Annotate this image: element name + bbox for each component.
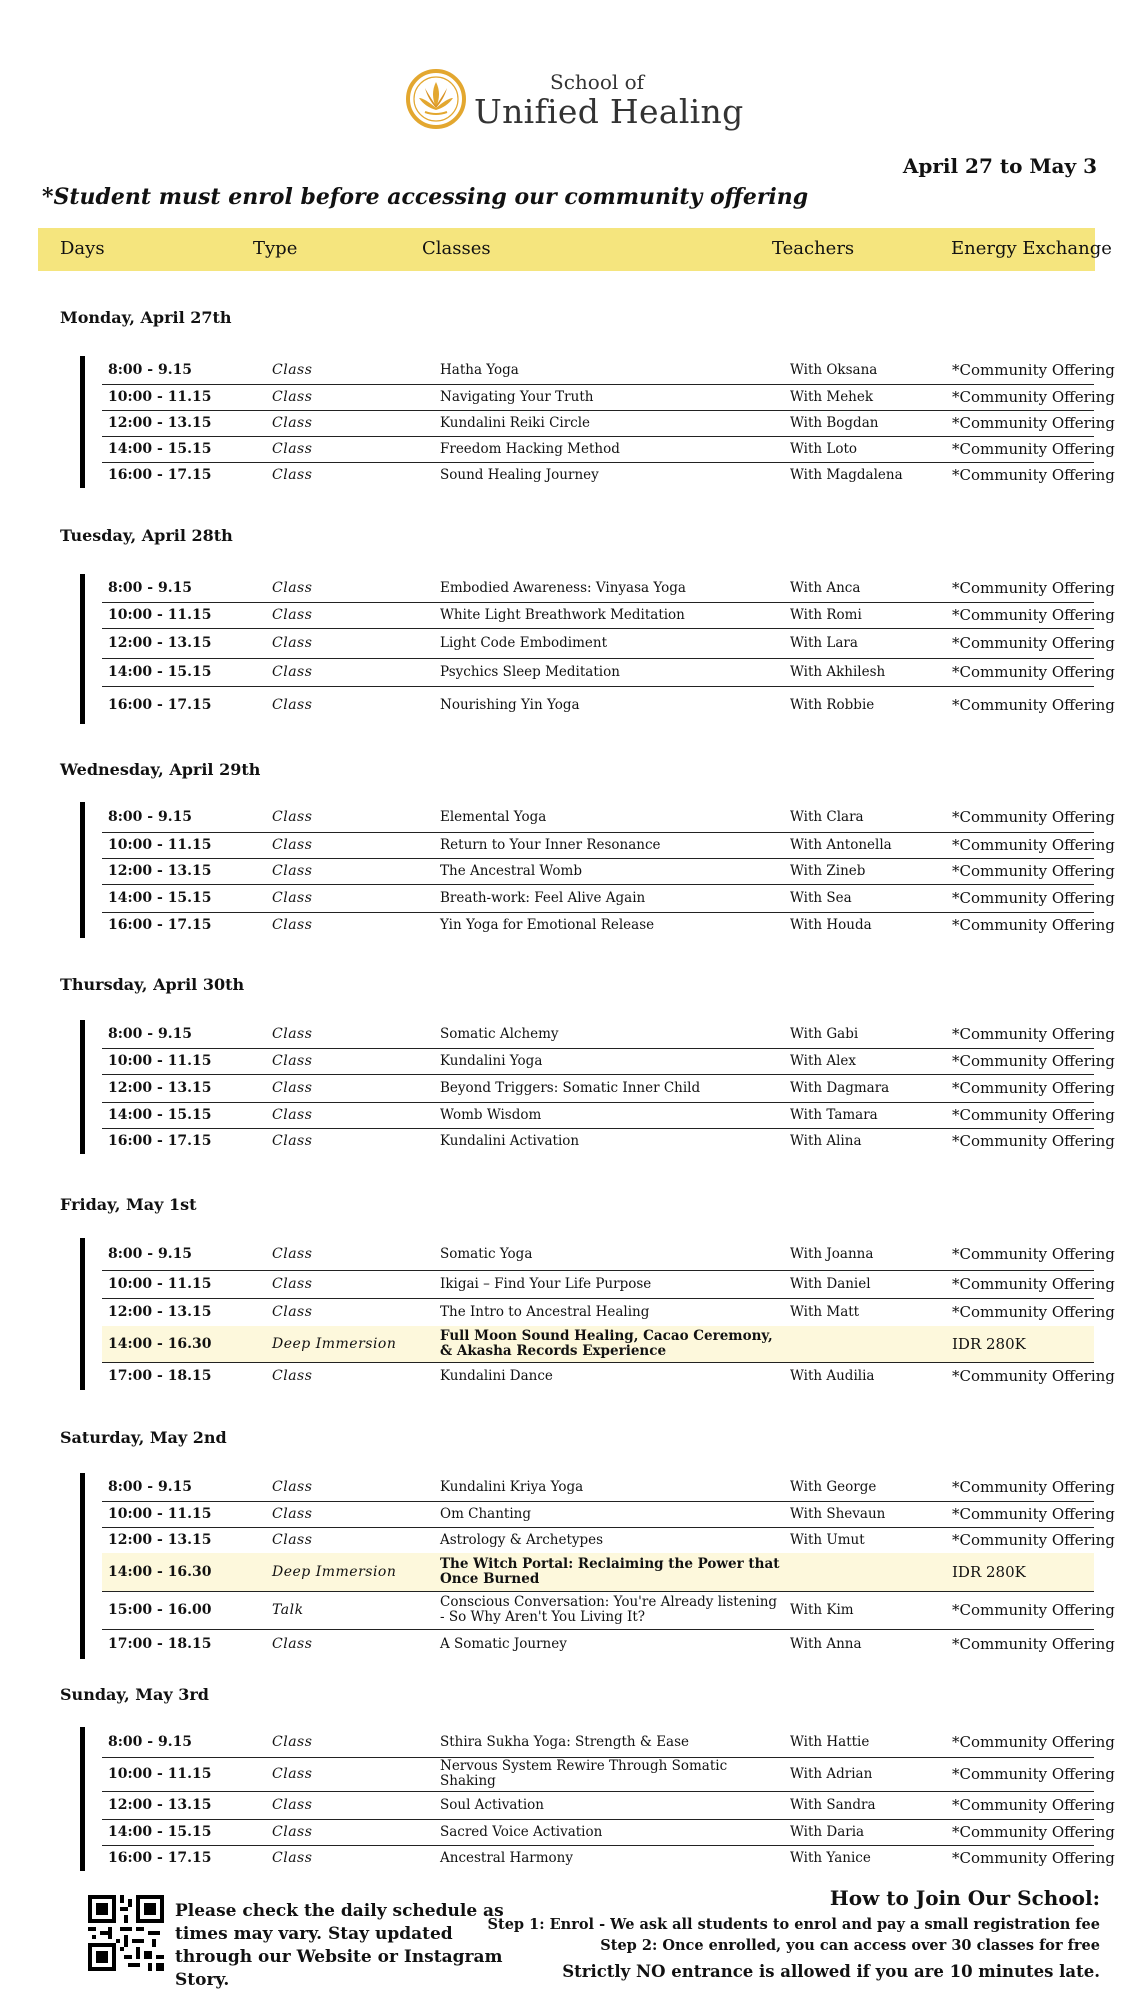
class-teacher <box>790 1326 950 1362</box>
table-row <box>102 356 1115 385</box>
header-classes: Classes <box>422 238 491 259</box>
class-name: Psychics Sleep Meditation <box>440 663 620 680</box>
class-time: 14:00 - 16.30 <box>108 1564 212 1580</box>
class-type: Class <box>272 697 313 713</box>
enrol-notice: *Student must enrol before accessing our community offering <box>42 184 809 210</box>
class-teacher: With Sea <box>790 890 852 906</box>
class-teacher: With Bogdan <box>790 415 879 431</box>
energy-exchange: *Community Offering <box>952 1132 1115 1150</box>
day-divider <box>80 1473 85 1659</box>
class-type: Class <box>272 1246 313 1262</box>
table-row <box>102 1326 1094 1363</box>
class-name: Beyond Triggers: Somatic Inner Child <box>440 1079 701 1096</box>
class-type: Class <box>272 635 313 651</box>
class-time: 8:00 - 9.15 <box>108 362 193 378</box>
date-range: April 27 to May 3 <box>902 154 1097 178</box>
energy-exchange: *Community Offering <box>952 1367 1115 1385</box>
table-row <box>102 1629 1115 1659</box>
class-teacher: With Robbie <box>790 697 875 713</box>
day-title: Monday, April 27th <box>60 308 232 327</box>
class-type: Class <box>272 441 313 457</box>
table-row <box>102 628 1115 659</box>
day-schedule <box>80 574 1115 724</box>
day-schedule <box>80 1238 1115 1390</box>
class-name: Navigating Your Truth <box>440 388 594 405</box>
table-row <box>102 1591 1115 1630</box>
class-time: 10:00 - 11.15 <box>108 837 212 853</box>
table-row <box>102 602 1115 629</box>
energy-exchange: *Community Offering <box>952 579 1115 597</box>
join-step-1: Step 1: Enrol - We ask all students to enrol and pay a small registration fee <box>487 1916 1100 1933</box>
class-name: Sthira Sukha Yoga: Strength & Ease <box>440 1733 690 1750</box>
class-name: Kundalini Kriya Yoga <box>440 1478 584 1495</box>
class-time: 17:00 - 18.15 <box>108 1636 212 1652</box>
class-teacher: With Mehek <box>790 389 874 405</box>
class-teacher: With Lara <box>790 635 858 651</box>
class-name: Kundalini Reiki Circle <box>440 414 591 431</box>
class-time: 14:00 - 15.15 <box>108 890 212 906</box>
class-name: Breath-work: Feel Alive Again <box>440 889 646 906</box>
class-type: Deep Immersion <box>272 1564 397 1580</box>
class-teacher: With Dagmara <box>790 1080 890 1096</box>
day-title: Friday, May 1st <box>60 1195 197 1214</box>
day-schedule <box>80 1727 1115 1871</box>
schedule-notice: Please check the daily schedule as times may vary. Stay updated through our Website or Instagram Story. <box>175 1901 504 1990</box>
class-time: 10:00 - 11.15 <box>108 1766 212 1782</box>
class-name: Astrology & Archetypes <box>440 1531 604 1548</box>
class-name: Somatic Yoga <box>440 1245 533 1262</box>
class-time: 16:00 - 17.15 <box>108 697 212 713</box>
class-type: Class <box>272 1532 313 1548</box>
class-name: Freedom Hacking Method <box>440 440 620 457</box>
class-type: Deep Immersion <box>272 1336 397 1352</box>
table-row <box>102 462 1115 488</box>
energy-exchange: *Community Offering <box>952 808 1115 826</box>
class-teacher: With Oksana <box>790 362 878 378</box>
energy-exchange: *Community Offering <box>952 388 1115 406</box>
class-teacher: With Alex <box>790 1053 857 1069</box>
class-name: Hatha Yoga <box>440 361 519 378</box>
day-divider <box>80 574 85 724</box>
class-time: 8:00 - 9.15 <box>108 580 193 596</box>
energy-exchange: *Community Offering <box>952 1245 1115 1263</box>
class-teacher: With Shevaun <box>790 1506 886 1522</box>
energy-exchange: *Community Offering <box>952 634 1115 652</box>
class-time: 14:00 - 15.15 <box>108 1107 212 1123</box>
class-type: Class <box>272 1479 313 1495</box>
class-teacher: With Joanna <box>790 1246 874 1262</box>
table-row <box>102 1473 1115 1502</box>
energy-exchange: *Community Offering <box>952 606 1115 624</box>
header-days: Days <box>60 238 105 259</box>
class-name: Kundalini Dance <box>440 1367 553 1384</box>
energy-exchange: *Community Offering <box>952 1303 1115 1321</box>
class-time: 10:00 - 11.15 <box>108 389 212 405</box>
class-type: Class <box>272 467 313 483</box>
energy-exchange: *Community Offering <box>952 1052 1115 1070</box>
logo-title: Unified Healing <box>474 92 744 131</box>
energy-exchange: *Community Offering <box>952 1531 1115 1549</box>
header-teachers: Teachers <box>772 238 855 259</box>
class-type: Class <box>272 1506 313 1522</box>
day-schedule <box>80 1020 1115 1154</box>
logo-icon <box>405 68 467 130</box>
class-time: 16:00 - 17.15 <box>108 1133 212 1149</box>
class-time: 16:00 - 17.15 <box>108 467 212 483</box>
day-title: Sunday, May 3rd <box>60 1685 209 1704</box>
table-row <box>102 574 1115 603</box>
energy-exchange: *Community Offering <box>952 889 1115 907</box>
class-teacher <box>790 1553 950 1591</box>
class-name: Light Code Embodiment <box>440 634 608 651</box>
class-teacher: With Anca <box>790 580 861 596</box>
class-type: Class <box>272 1053 313 1069</box>
class-time: 14:00 - 15.15 <box>108 1824 212 1840</box>
class-type: Class <box>272 1766 313 1782</box>
table-row <box>102 410 1115 437</box>
join-title: How to Join Our School: <box>829 1886 1100 1910</box>
class-type: Class <box>272 607 313 623</box>
energy-exchange: *Community Offering <box>952 663 1115 681</box>
class-name: Full Moon Sound Healing, Cacao Ceremony, & Akasha Records Experience <box>440 1328 773 1359</box>
class-time: 12:00 - 13.15 <box>108 415 212 431</box>
energy-exchange: *Community Offering <box>952 836 1115 854</box>
class-time: 12:00 - 13.15 <box>108 1797 212 1813</box>
table-row <box>102 1048 1115 1075</box>
class-teacher: With Audilia <box>790 1368 875 1384</box>
table-row <box>102 1238 1115 1271</box>
table-row <box>102 384 1115 411</box>
class-name: Elemental Yoga <box>440 808 547 825</box>
class-type: Class <box>272 917 313 933</box>
class-time: 12:00 - 13.15 <box>108 1532 212 1548</box>
day-divider <box>80 1020 85 1154</box>
table-row <box>102 1270 1115 1299</box>
class-teacher: With Umut <box>790 1532 865 1548</box>
class-teacher: With Akhilesh <box>790 664 886 680</box>
class-teacher: With Sandra <box>790 1797 876 1813</box>
class-type: Class <box>272 1276 313 1292</box>
class-name: Nourishing Yin Yoga <box>440 696 580 713</box>
energy-exchange: *Community Offering <box>952 1478 1115 1496</box>
energy-exchange: *Community Offering <box>952 1025 1115 1043</box>
class-type: Class <box>272 1304 313 1320</box>
class-type: Class <box>272 1107 313 1123</box>
day-schedule <box>80 356 1115 488</box>
class-time: 14:00 - 15.15 <box>108 664 212 680</box>
class-type: Class <box>272 890 313 906</box>
class-teacher: With Romi <box>790 607 862 623</box>
class-name: Nervous System Rewire Through Somatic Shaking <box>440 1758 728 1789</box>
class-teacher: With Adrian <box>790 1766 873 1782</box>
class-teacher: With Yanice <box>790 1850 871 1866</box>
energy-exchange: *Community Offering <box>952 440 1115 458</box>
table-row <box>102 1757 1115 1792</box>
day-title: Saturday, May 2nd <box>60 1428 227 1447</box>
class-teacher: With Magdalena <box>790 467 903 483</box>
class-teacher: With Antonella <box>790 837 892 853</box>
class-teacher: With Loto <box>790 441 858 457</box>
class-type: Class <box>272 362 313 378</box>
logo-subtitle: School of <box>550 70 645 94</box>
class-time: 17:00 - 18.15 <box>108 1368 212 1384</box>
class-name: Embodied Awareness: Vinyasa Yoga <box>440 579 686 596</box>
class-name: Ancestral Harmony <box>440 1849 573 1866</box>
table-row <box>102 858 1115 885</box>
day-schedule <box>80 802 1115 938</box>
table-row <box>102 1527 1115 1554</box>
day-title: Wednesday, April 29th <box>60 760 261 779</box>
class-time: 14:00 - 15.15 <box>108 441 212 457</box>
class-time: 10:00 - 11.15 <box>108 1053 212 1069</box>
qr-code-icon[interactable] <box>88 1895 164 1971</box>
class-name: Conscious Conversation: You're Already listening - So Why Aren't You Living It? <box>440 1594 778 1625</box>
class-type: Class <box>272 1080 313 1096</box>
class-time: 8:00 - 9.15 <box>108 809 193 825</box>
class-time: 8:00 - 9.15 <box>108 1246 193 1262</box>
class-time: 12:00 - 13.15 <box>108 863 212 879</box>
class-teacher: With Anna <box>790 1636 862 1652</box>
class-type: Class <box>272 415 313 431</box>
table-row <box>102 658 1115 687</box>
class-name: The Intro to Ancestral Healing <box>440 1303 650 1320</box>
class-teacher: With Gabi <box>790 1026 859 1042</box>
class-name: Sacred Voice Activation <box>440 1823 603 1840</box>
class-time: 12:00 - 13.15 <box>108 1080 212 1096</box>
header-energy: Energy Exchange <box>951 238 1112 259</box>
class-name: Sound Healing Journey <box>440 466 599 483</box>
class-time: 14:00 - 16.30 <box>108 1336 212 1352</box>
table-row <box>102 1553 1094 1592</box>
table-row <box>102 832 1115 859</box>
class-time: 8:00 - 9.15 <box>108 1479 193 1495</box>
class-time: 10:00 - 11.15 <box>108 1506 212 1522</box>
energy-exchange: *Community Offering <box>952 1079 1115 1097</box>
class-name: Yin Yoga for Emotional Release <box>440 916 655 933</box>
energy-exchange: *Community Offering <box>952 1106 1115 1124</box>
class-time: 8:00 - 9.15 <box>108 1026 193 1042</box>
energy-exchange: IDR 280K <box>952 1335 1026 1353</box>
class-type: Class <box>272 664 313 680</box>
energy-exchange: *Community Offering <box>952 1765 1115 1783</box>
class-teacher: With Houda <box>790 917 872 933</box>
energy-exchange: *Community Offering <box>952 1733 1115 1751</box>
class-name: White Light Breathwork Meditation <box>440 606 685 623</box>
class-type: Class <box>272 1133 313 1149</box>
energy-exchange: IDR 280K <box>952 1563 1026 1581</box>
energy-exchange: *Community Offering <box>952 1796 1115 1814</box>
day-title: Thursday, April 30th <box>60 975 245 994</box>
day-title: Tuesday, April 28th <box>60 526 233 545</box>
class-teacher: With Kim <box>790 1602 854 1618</box>
table-header-bar <box>38 228 1095 271</box>
class-teacher: With Hattie <box>790 1734 870 1750</box>
energy-exchange: *Community Offering <box>952 1275 1115 1293</box>
energy-exchange: *Community Offering <box>952 361 1115 379</box>
class-time: 16:00 - 17.15 <box>108 1850 212 1866</box>
table-row <box>102 1791 1115 1820</box>
energy-exchange: *Community Offering <box>952 696 1115 714</box>
table-row <box>102 686 1115 724</box>
class-name: Om Chanting <box>440 1505 532 1522</box>
class-name: The Ancestral Womb <box>440 862 582 879</box>
class-time: 10:00 - 11.15 <box>108 607 212 623</box>
energy-exchange: *Community Offering <box>952 1601 1115 1619</box>
class-type: Talk <box>272 1602 304 1618</box>
class-time: 12:00 - 13.15 <box>108 1304 212 1320</box>
energy-exchange: *Community Offering <box>952 862 1115 880</box>
class-time: 15:00 - 16.00 <box>108 1602 212 1618</box>
energy-exchange: *Community Offering <box>952 1823 1115 1841</box>
join-step-2: Step 2: Once enrolled, you can access over 30 classes for free <box>600 1937 1100 1954</box>
day-divider <box>80 802 85 938</box>
class-name: The Witch Portal: Reclaiming the Power that Once Burned <box>440 1556 780 1587</box>
table-row <box>102 1845 1115 1871</box>
class-time: 8:00 - 9.15 <box>108 1734 193 1750</box>
day-divider <box>80 356 85 488</box>
class-type: Class <box>272 1636 313 1652</box>
table-row <box>102 802 1115 833</box>
class-teacher: With Daniel <box>790 1276 871 1292</box>
class-time: 12:00 - 13.15 <box>108 635 212 651</box>
class-teacher: With Tamara <box>790 1107 878 1123</box>
class-name: Somatic Alchemy <box>440 1025 559 1042</box>
class-name: Ikigai – Find Your Life Purpose <box>440 1275 652 1292</box>
day-schedule <box>80 1473 1115 1659</box>
energy-exchange: *Community Offering <box>952 414 1115 432</box>
table-row <box>102 1501 1115 1528</box>
table-row <box>102 1128 1115 1154</box>
table-row <box>102 436 1115 463</box>
class-name: Soul Activation <box>440 1796 544 1813</box>
class-type: Class <box>272 809 313 825</box>
table-row <box>102 1102 1115 1129</box>
class-type: Class <box>272 1026 313 1042</box>
class-time: 16:00 - 17.15 <box>108 917 212 933</box>
class-type: Class <box>272 580 313 596</box>
class-type: Class <box>272 1368 313 1384</box>
energy-exchange: *Community Offering <box>952 1635 1115 1653</box>
class-teacher: With George <box>790 1479 877 1495</box>
energy-exchange: *Community Offering <box>952 1505 1115 1523</box>
table-row <box>102 1362 1115 1390</box>
class-type: Class <box>272 863 313 879</box>
class-type: Class <box>272 1734 313 1750</box>
table-row <box>102 884 1115 913</box>
class-type: Class <box>272 389 313 405</box>
day-divider <box>80 1727 85 1871</box>
day-divider <box>80 1238 85 1390</box>
class-teacher: With Daria <box>790 1824 865 1840</box>
class-teacher: With Clara <box>790 809 864 825</box>
table-row <box>102 1298 1115 1327</box>
class-name: Womb Wisdom <box>440 1106 542 1123</box>
late-policy: Strictly NO entrance is allowed if you are 10 minutes late. <box>562 1962 1100 1981</box>
class-time: 10:00 - 11.15 <box>108 1276 212 1292</box>
table-row <box>102 1074 1115 1103</box>
class-type: Class <box>272 1797 313 1813</box>
header-type: Type <box>253 238 298 259</box>
class-type: Class <box>272 1824 313 1840</box>
class-teacher: With Matt <box>790 1304 860 1320</box>
energy-exchange: *Community Offering <box>952 466 1115 484</box>
table-row <box>102 912 1115 938</box>
class-name: Return to Your Inner Resonance <box>440 836 661 853</box>
class-name: Kundalini Activation <box>440 1132 580 1149</box>
table-row <box>102 1819 1115 1846</box>
energy-exchange: *Community Offering <box>952 1849 1115 1867</box>
class-type: Class <box>272 837 313 853</box>
class-name: Kundalini Yoga <box>440 1052 543 1069</box>
energy-exchange: *Community Offering <box>952 916 1115 934</box>
class-teacher: With Alina <box>790 1133 862 1149</box>
class-type: Class <box>272 1850 313 1866</box>
table-row <box>102 1020 1115 1049</box>
class-teacher: With Zineb <box>790 863 866 879</box>
table-row <box>102 1727 1115 1758</box>
class-name: A Somatic Journey <box>440 1635 567 1652</box>
